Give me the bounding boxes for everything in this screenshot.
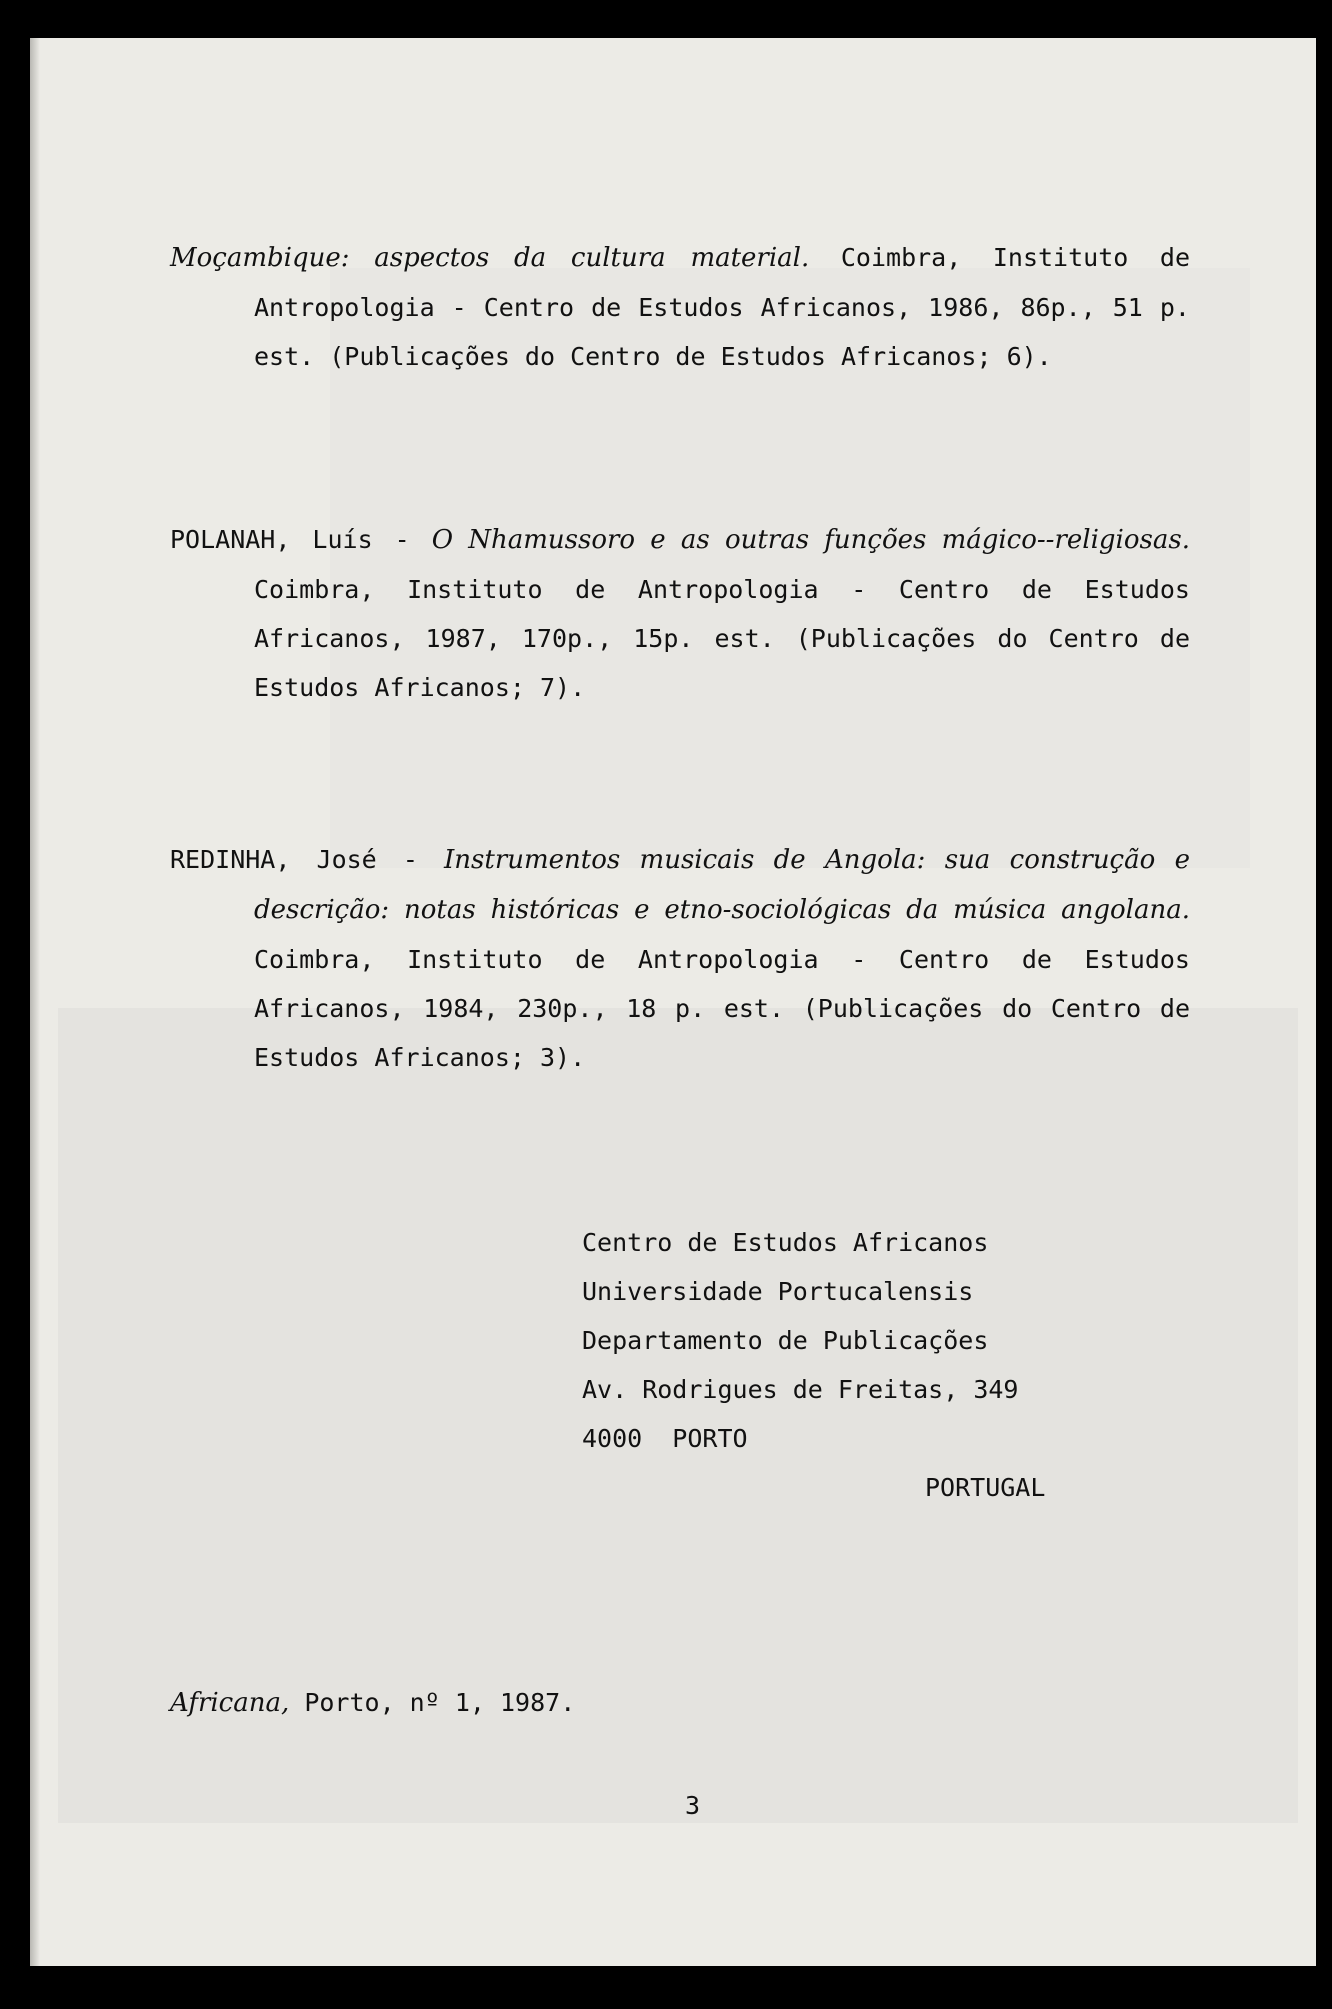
address-line-4: Av. Rodrigues de Freitas, 349 bbox=[582, 1375, 1019, 1404]
address-line-5: 4000 PORTO bbox=[582, 1424, 748, 1453]
page-fold-shadow bbox=[30, 38, 40, 1966]
entry-3-author: REDINHA, José - bbox=[170, 845, 418, 874]
entry-2-details: Coimbra, Instituto de Antropologia - Centro de Estudos Africanos, 1987, 170p., 15p. est. (Publicações do Centro de Estudos Africanos; 7). bbox=[254, 575, 1190, 702]
address-line-3: Departamento de Publicações bbox=[582, 1326, 989, 1355]
entry-1-title: Moçambique: aspectos da cultura material. bbox=[170, 243, 810, 273]
address-line-2: Universidade Portucalensis bbox=[582, 1277, 974, 1306]
citation-footer bbox=[170, 1688, 575, 1718]
journal-name: Africana, bbox=[170, 1688, 290, 1718]
entry-3-title: Instrumentos musicais de Angola: sua construção e descrição: notas históricas e etno-sociológicas da música angolana. bbox=[254, 845, 1190, 925]
journal-issue: Porto, nº 1, 1987. bbox=[304, 1688, 576, 1717]
bibliography-entry-2 bbox=[170, 515, 1190, 712]
bibliography-entry-3 bbox=[170, 835, 1190, 1082]
entry-2-title: O Nhamussoro e as outras funções mágico--religiosas. bbox=[431, 525, 1190, 555]
page-number: 3 bbox=[685, 1791, 701, 1820]
document-page bbox=[30, 38, 1316, 1966]
address-line-6: PORTUGAL bbox=[925, 1473, 1046, 1502]
entry-2-author: POLANAH, Luís - bbox=[170, 525, 410, 554]
entry-1-details: Coimbra, Instituto de Antropologia - Centro de Estudos Africanos, 1986, 86p., 51 p. est. (Publicações do Centro de Estudos Africanos; 6). bbox=[254, 243, 1190, 371]
bibliography-entry-1 bbox=[170, 233, 1190, 381]
address-line-1: Centro de Estudos Africanos bbox=[582, 1228, 989, 1257]
entry-3-details: Coimbra, Instituto de Antropologia - Centro de Estudos Africanos, 1984, 230p., 18 p. est. (Publicações do Centro de Estudos Africanos; 3). bbox=[254, 945, 1190, 1072]
